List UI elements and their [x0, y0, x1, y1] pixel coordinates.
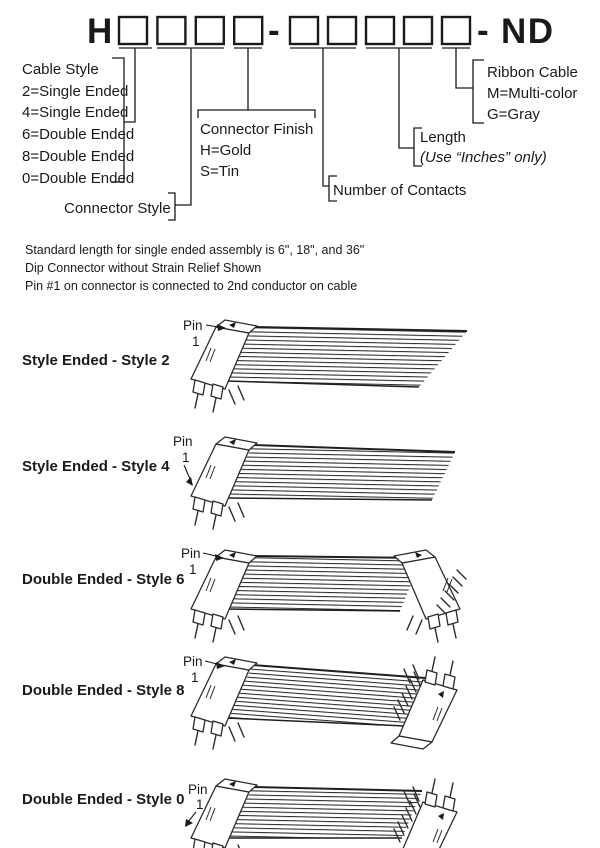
- part-number-prefix: H: [87, 12, 113, 51]
- ribbon-cable-graphic: [226, 445, 455, 500]
- connector-finish-option: S=Tin: [200, 163, 240, 180]
- part-number-box: [404, 17, 432, 44]
- length-note: (Use “Inches” only): [420, 149, 547, 166]
- connector-finish-callout: [200, 119, 313, 182]
- ribbon-cable-option: G=Gray: [487, 106, 540, 123]
- part-number-suffix: ND: [501, 12, 555, 51]
- pin1-number: 1: [192, 334, 200, 349]
- part-number-box: [234, 17, 262, 44]
- part-number-dash: -: [268, 11, 280, 50]
- ribbon-cable-leader-line: [442, 48, 484, 123]
- note-line: Dip Connector without Strain Relief Shown: [25, 261, 262, 275]
- pin1-label: Pin: [183, 654, 203, 669]
- connector-finish-leader-line: [198, 48, 315, 118]
- ribbon-cable-heading: Ribbon Cable: [487, 64, 578, 81]
- pin1-number: 1: [196, 797, 204, 812]
- ribbon-cable-option: M=Multi-color: [487, 85, 578, 102]
- pin1-number: 1: [182, 450, 190, 465]
- connector-finish-heading: Connector Finish: [200, 121, 314, 138]
- cable-style-callout: [22, 59, 134, 189]
- part-number-box: [328, 17, 356, 44]
- ribbon-cable-graphic: [226, 665, 425, 726]
- figure-style0-drawing: [170, 772, 480, 848]
- figure-style6-drawing: [170, 543, 480, 655]
- cable-style-option: 8=Double Ended: [22, 147, 135, 165]
- pin1-leader-line: [188, 812, 196, 822]
- part-number-box: [290, 17, 318, 44]
- pin1-leader-line: [205, 661, 217, 664]
- figure-label-style0: Double Ended - Style 0: [22, 791, 185, 808]
- part-number-box: [366, 17, 394, 44]
- pin1-label: Pin: [181, 546, 201, 561]
- pin1-label: Pin: [173, 434, 193, 449]
- pin1-leader-line: [184, 465, 190, 479]
- length-callout: [420, 128, 547, 168]
- pin1-label: Pin: [188, 782, 208, 797]
- part-number-box: [157, 17, 185, 44]
- note-line: Pin #1 on connector is connected to 2nd conductor on cable: [25, 279, 358, 293]
- cable-style-option: 2=Single Ended: [22, 82, 129, 100]
- part-number-box: [119, 17, 147, 44]
- figure-label-style8: Double Ended - Style 8: [22, 682, 185, 699]
- part-number-box: [442, 17, 470, 44]
- figure-label-style4: Style Ended - Style 4: [22, 458, 170, 475]
- figure-label-style2: Style Ended - Style 2: [22, 352, 170, 369]
- note-line: Standard length for single ended assembly is 6", 18", and 36": [25, 243, 365, 257]
- figure-style4-drawing: [170, 430, 480, 542]
- figure-style8-drawing: [170, 650, 480, 762]
- connector-style-callout: Connector Style: [64, 200, 171, 217]
- number-of-contacts-callout: Number of Contacts: [333, 182, 467, 199]
- notes-block: [25, 241, 364, 295]
- ribbon-cable-callout: [487, 62, 578, 125]
- length-heading: Length: [420, 129, 466, 146]
- ribbon-cable-graphic: [226, 787, 422, 838]
- ribbon-cable-graphic: [226, 327, 467, 387]
- pin1-label: Pin: [183, 318, 203, 333]
- figure-style2-drawing: [170, 313, 480, 425]
- part-number-box: [196, 17, 224, 44]
- pin1-leader-line: [203, 553, 216, 556]
- connector-finish-option: H=Gold: [200, 142, 252, 159]
- cable-style-option: 4=Single Ended: [22, 104, 129, 122]
- figure-label-style6: Double Ended - Style 6: [22, 571, 185, 588]
- cable-style-option: 6=Double Ended: [22, 126, 135, 144]
- cable-style-heading: Cable Style: [22, 61, 99, 78]
- cable-style-option: 0=Double Ended: [22, 169, 135, 187]
- pin1-number: 1: [191, 670, 199, 685]
- pin1-leader-line: [206, 325, 218, 327]
- part-number-dash: -: [477, 11, 489, 50]
- pin1-number: 1: [189, 562, 197, 577]
- ribbon-cable-graphic: [226, 556, 422, 611]
